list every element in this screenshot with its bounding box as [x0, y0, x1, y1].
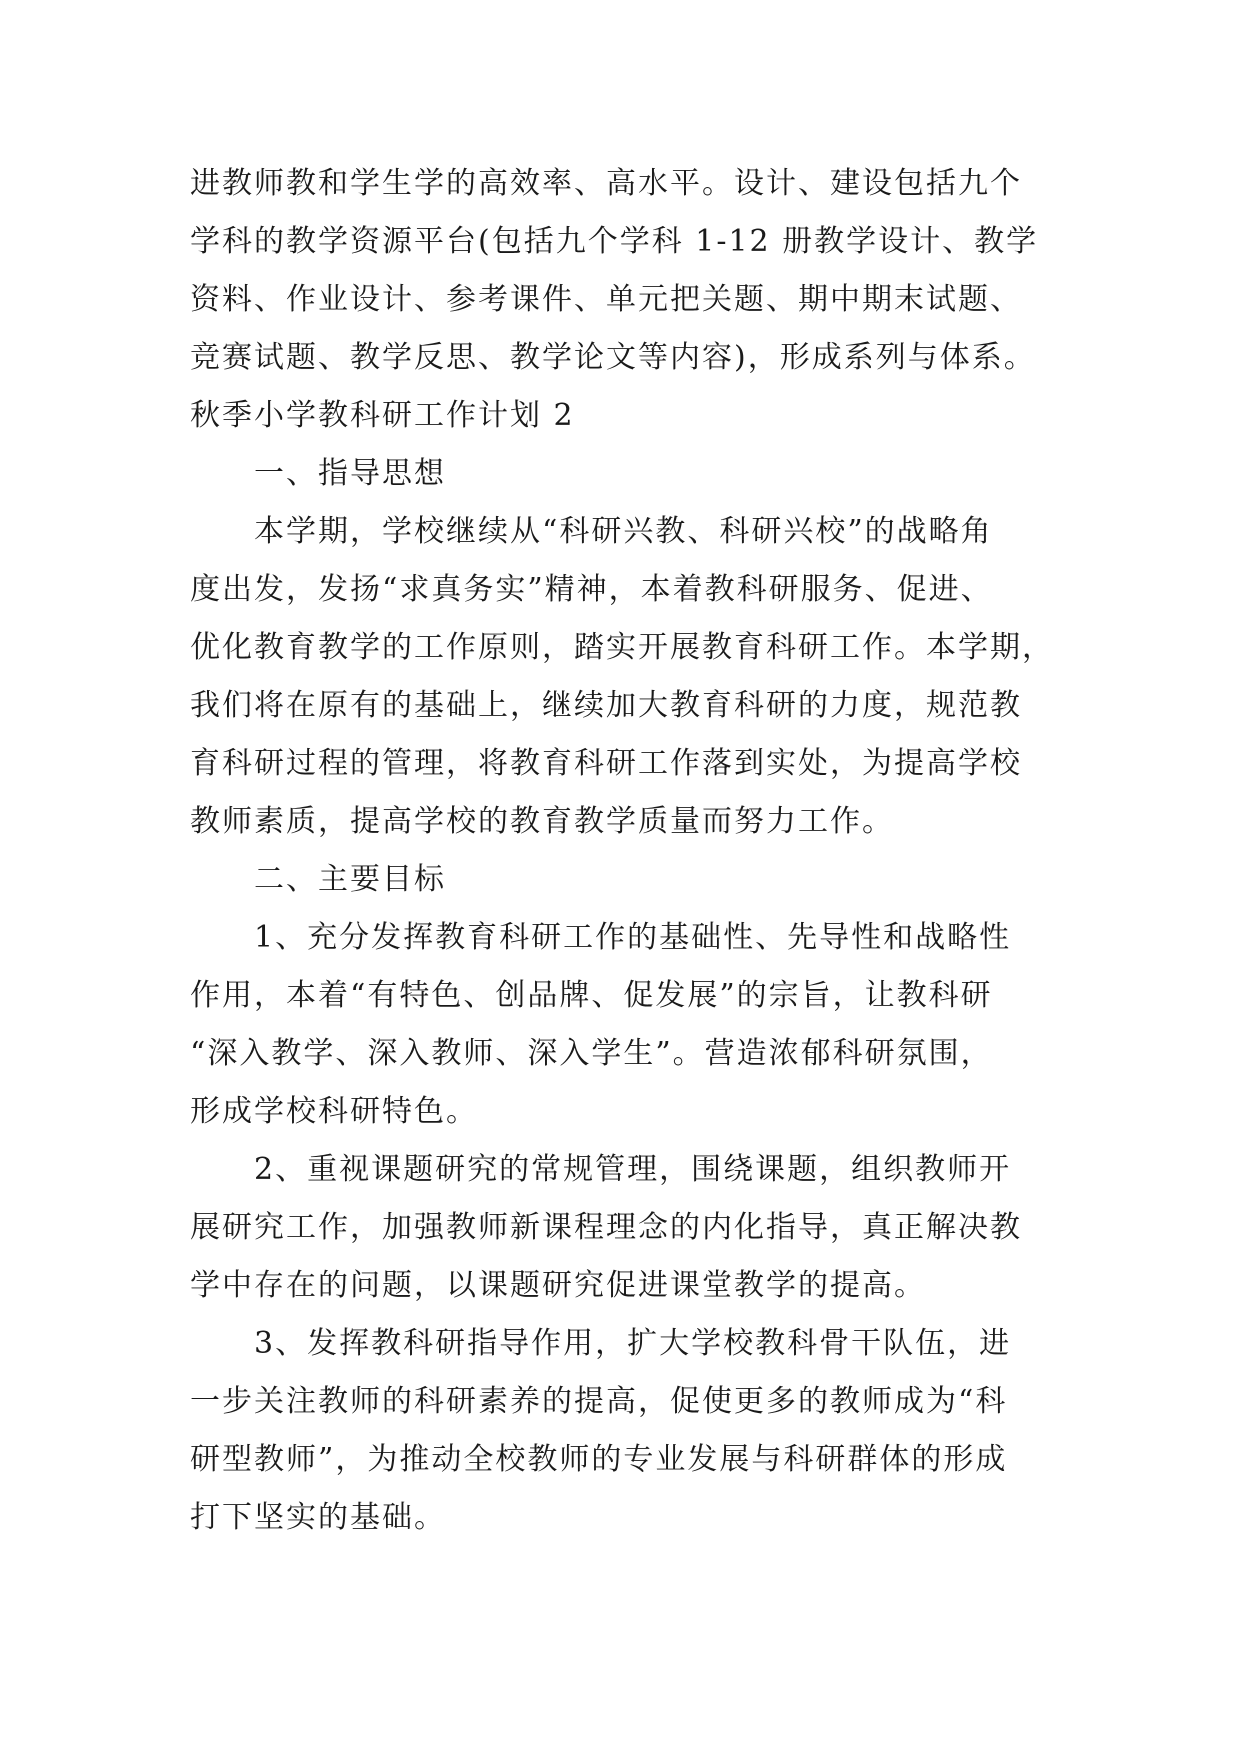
text-line: 资料、作业设计、参考课件、单元把关题、期中期末试题、 — [190, 282, 1022, 317]
text-line: 进教师教和学生学的高效率、高水平。设计、建设包括九个 — [190, 166, 1022, 201]
heading-main-goals: 二、主要目标 — [254, 862, 446, 897]
text-line: 形成学校科研特色。 — [190, 1094, 478, 1129]
text-line: 研型教师”，为推动全校教师的专业发展与科研群体的形成 — [190, 1442, 1008, 1477]
paragraph-start: 本学期，学校继续从“科研兴教、科研兴校”的战略角 — [254, 514, 993, 549]
text-line: 打下坚实的基础。 — [190, 1500, 446, 1535]
text-line: 一步关注教师的科研素养的提高，促使更多的教师成为“科 — [190, 1384, 1008, 1419]
text-line: 学中存在的问题，以课题研究促进课堂教学的提高。 — [190, 1268, 926, 1303]
text-line: 优化教育教学的工作原则，踏实开展教育科研工作。本学期， — [190, 630, 1054, 665]
text-line: 教师素质，提高学校的教育教学质量而努力工作。 — [190, 804, 894, 839]
text-line: 展研究工作，加强教师新课程理念的内化指导，真正解决教 — [190, 1210, 1022, 1245]
paragraph-start: 2、重视课题研究的常规管理，围绕课题，组织教师开 — [254, 1152, 1012, 1187]
text-line: 育科研过程的管理，将教育科研工作落到实处，为提高学校 — [190, 746, 1022, 781]
text-line: 作用，本着“有特色、创品牌、促发展”的宗旨，让教科研 — [190, 978, 993, 1013]
text-line: 竞赛试题、教学反思、教学论文等内容)，形成系列与体系。 — [190, 340, 1036, 375]
paragraph-start: 3、发挥教科研指导作用，扩大学校教科骨干队伍，进 — [254, 1326, 1012, 1361]
body-text — [190, 155, 1070, 1547]
text-line: 我们将在原有的基础上，继续加大教育科研的力度，规范教 — [190, 688, 1022, 723]
heading-guiding-ideology: 一、指导思想 — [254, 456, 446, 491]
text-line: 学科的教学资源平台(包括九个学科 1-12 册教学设计、教学 — [190, 224, 1039, 259]
section-title: 秋季小学教科研工作计划 2 — [190, 398, 575, 433]
text-line: “深入教学、深入教师、深入学生”。营造浓郁科研氛围， — [190, 1036, 993, 1071]
paragraph-start: 1、充分发挥教育科研工作的基础性、先导性和战略性 — [254, 920, 1012, 955]
text-line: 度出发，发扬“求真务实”精神，本着教科研服务、促进、 — [190, 572, 993, 607]
